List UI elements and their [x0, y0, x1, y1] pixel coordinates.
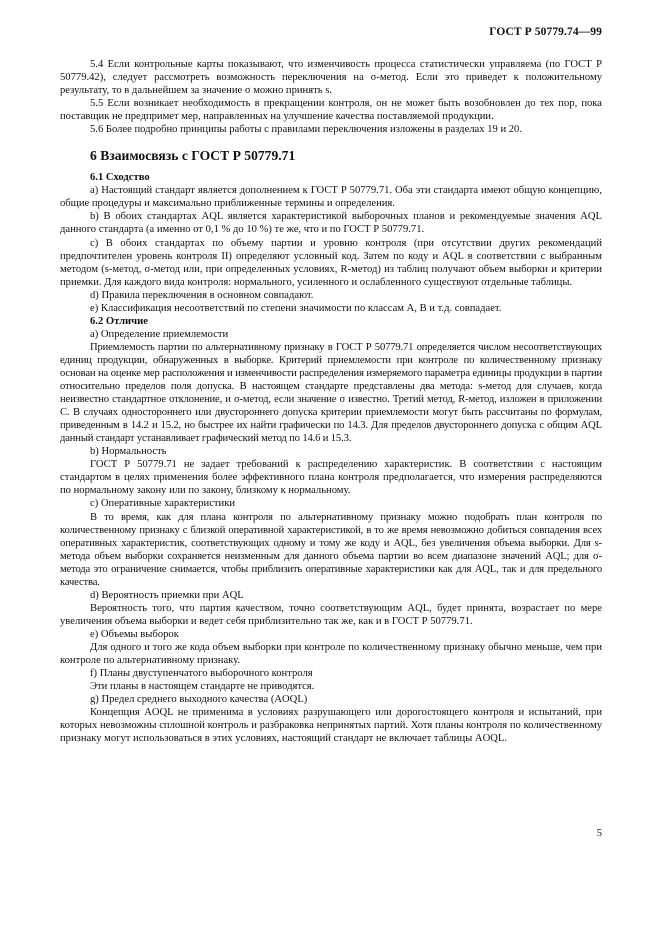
item-heading: a) Определение приемлемости [90, 328, 229, 340]
item-text: Вероятность того, что партия качеством, точно соответствующим AQL, будет принята, возрастает по мере увеличения объема выборки и ведет себя приблизительно так же, как и в ГОСТ Р 50779.71. [60, 602, 602, 627]
item-heading: e) Объемы выборок [90, 628, 179, 640]
item-heading: d) Вероятность приемки при AQL [90, 589, 244, 601]
item-text: Для одного и того же кода объем выборки при контроле по количественному признаку обычно меньше, чем при контроле по альтернативному признаку. [60, 641, 602, 667]
document-page [60, 0, 602, 936]
paragraph-5-5: 5.5 Если возникает необходимость в прекращении контроля, он не может быть возобновлен до тех пор, пока поставщик не предпримет мер, направленных на улучшение качества поставляемой продукции. [60, 98, 602, 123]
page-number: 5 [596, 828, 602, 839]
item-heading: b) Нормальность [90, 446, 167, 458]
list-item: b) В обоих стандартах AQL является характеристикой выборочных планов и рекомендуемые значения AQL данного стандарта (а именно от 0,1 % до 10 %) те же, что и по ГОСТ Р 50779.71. [60, 211, 602, 236]
item-text: ГОСТ Р 50779.71 не задает требований к распределению характеристик. В соответствии с настоящим стандартом в целях применения более эффективного плана контроля предполагается, что измерения распределяются по нормальному закону или по закону, близкому к нормальному. [60, 459, 602, 497]
subsection-6-1-title: 6.1 Сходство [90, 172, 150, 184]
list-item: a) Настоящий стандарт является дополнением к ГОСТ Р 50779.71. Оба эти стандарта имеют общую концепцию, общие процедуры и максимально приближенные термины и определения. [60, 185, 602, 210]
item-heading: c) Оперативные характеристики [90, 498, 236, 510]
document-body [60, 58, 602, 745]
paragraph-5-4: 5.4 Если контрольные карты показывают, что изменчивость процесса статистически управляема (по ГОСТ Р 50779.42), следует рассмотреть возможность переключения на σ-метод. Если это приведет к положительному результату, то в дальнейшем за значение σ можно принять s. [60, 59, 602, 97]
item-heading: f) Планы двуступенчатого выборочного контроля [90, 668, 313, 680]
paragraph-5-6: 5.6 Более подробно принципы работы с правилами переключения изложены в разделах 19 и 20. [90, 124, 523, 136]
item-text: Эти планы в настоящем стандарте не приводятся. [90, 681, 315, 693]
item-heading: g) Предел среднего выходного качества (AOQL) [90, 694, 308, 706]
list-item: c) В обоих стандартах по объему партии и уровню контроля (при отсутствии других рекомендаций предпочтителен уровень контроля II) определяют условный код. Затем по коду и AQL в соответствии с выбранным методом (s-метод, σ-метод или, при определенных условиях, R-метод) из таблиц получают объем выборки и критерии приемки. Для каждого вида контроля: нормального, усиленного и ослабленного существуют отдельные таблицы. [60, 237, 602, 288]
document-header: ГОСТ Р 50779.74—99 [489, 26, 602, 38]
section-6-title: 6 Взаимосвязь с ГОСТ Р 50779.71 [90, 148, 296, 164]
list-item: e) Классификация несоответствий по степени значимости по классам A, B и т.д. совпадает. [90, 302, 502, 314]
list-item: d) Правила переключения в основном совпадают. [90, 289, 314, 301]
item-text: Приемлемость партии по альтернативному признаку в ГОСТ Р 50779.71 определяется числом несоответствующих единиц продукции, обнаруженных в выборке. Критерий приемлемости при контроле по количественному признаку основан на оценке мер расположения и изменчивости распределения измеряемого параметра единицы продукции в партии относительно пределов поля допуска. В настоящем стандарте представлены два метода: s-метод для случаев, когда неизвестно стандартное отклонение, и σ-метод, если значение σ известно. Третий метод, R-метод, изложен в приложении С. В случаях одностороннего или двустороннего допуска критерии приемлемости могут быть рассчитаны по формулам, приведенным в 14.2 и 15.2, но быстрее их найти графически по 14.3. Для пределов двустороннего допуска с общим AQL данный стандарт устанавливает графический метод по 14.6 и 15.3. [60, 341, 602, 445]
item-text: Концепция AOQL не применима в условиях разрушающего или дорогостоящего контроля и испытаний, при которых невозможны сплошной контроль и разбраковка непринятых партий. Хотя планы контроля по количественному признаку могут использоваться в этих условиях, настоящий стандарт не включает таблицы AOQL. [60, 707, 602, 745]
item-text: В то время, как для плана контроля по альтернативному признаку можно подобрать план контроля по количественному признаку с близкой оперативной характеристикой, в то же время невозможно добиться совпадения всех оперативных характеристик, соответствующих одному и тому же коду и AQL, без увеличения объема выборки. Для s-метода объем выборки сохраняется неизменным для данного объема партии во всем диапазоне значений AQL; для σ-метода это ограничение снимается, чтобы приблизить оперативные характеристики как для AQL, так и для предельного качества. [60, 511, 602, 588]
subsection-6-2-title: 6.2 Отличие [90, 315, 148, 327]
